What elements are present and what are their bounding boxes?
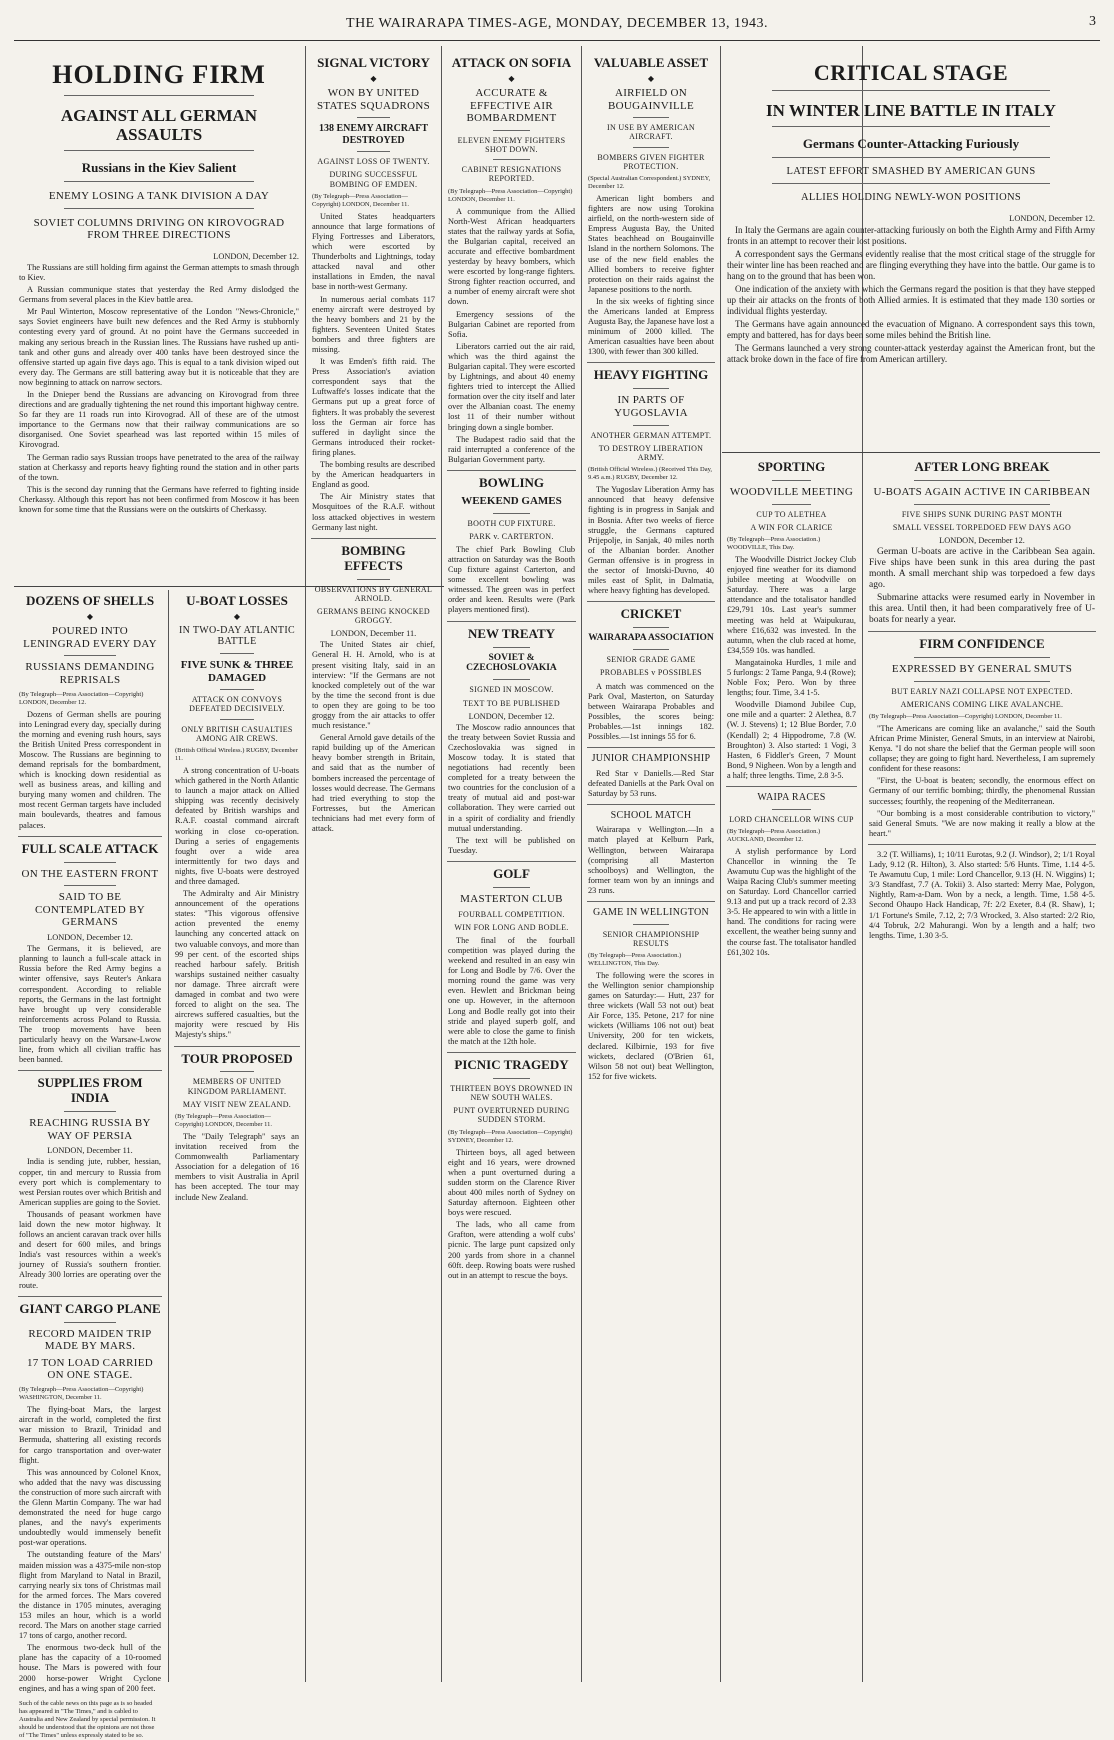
subhead: ACCURATE & EFFECTIVE AIR BOMBARDMENT	[466, 86, 557, 125]
subhead: SENIOR GRADE GAME	[606, 655, 696, 665]
divider	[772, 480, 811, 481]
subhead: RECORD MAIDEN TRIP MADE BY MARS.	[28, 1327, 152, 1353]
dateline: LONDON, December 11.	[47, 1146, 133, 1156]
article-valuable-asset	[583, 46, 719, 1686]
paragraph: United States headquarters announce that large formations of Flying Fortresses and Liberators, which were escorted by Thunderbolts and Lightnings, today attacked naval and other installations in Emden, the naval base in north-west Germany.	[312, 211, 435, 292]
subhead: RUSSIANS DEMANDING REPRISALS	[25, 661, 155, 686]
divider	[493, 679, 530, 680]
subhead: FIVE SHIPS SUNK DURING PAST MONTH	[901, 509, 1063, 519]
column-rule	[168, 590, 169, 1682]
divider	[772, 157, 1050, 158]
column-rule	[305, 46, 306, 1682]
article-body	[448, 545, 575, 616]
paragraph: Liberators carried out the air raid, which was the third against the Bulgarian capital. They were escorted by Lightnings, and about 40 enemy fighters tried to intercept the Allied formation over the city itself and later over the Albanian coast. The enemy lost 11 of their number without bringing down a single bomber.	[448, 341, 575, 432]
divider	[633, 924, 669, 925]
subhead: DURING SUCCESSFUL BOMBING OF EMDEN.	[329, 170, 418, 189]
article-signal-victory	[307, 46, 440, 1686]
paragraph: A correspondent says the Germans evidently realise that the most critical stage of the struggle for their winter line has been reached and are flinging everything they have into the battle. Our game is to hang on to the ground that has been won.	[727, 248, 1095, 281]
divider	[447, 861, 576, 862]
dateline: LONDON, December 12.	[468, 711, 555, 721]
subhead: ANOTHER GERMAN ATTEMPT.	[590, 430, 712, 440]
headline: HOLDING FIRM	[52, 60, 266, 89]
credit-line: (By Telegraph—Press Association—Copyright) SYDNEY, December 12.	[448, 1128, 573, 1144]
paragraph: In numerous aerial combats 117 enemy aircraft were destroyed by the heavy bombers and 21 by the fighters. Seventeen United States bombers and three fighters are missing.	[312, 294, 435, 354]
divider	[174, 1046, 300, 1047]
divider	[914, 681, 1050, 682]
subhead: Germans Counter-Attacking Furiously	[802, 135, 1020, 151]
paragraph: The "Daily Telegraph" says an invitation received from the Commonwealth Parliamentary Association for a delegation of 16 members to visit Australia in April has been accepted. The tour may include New Zealand.	[175, 1132, 299, 1202]
subhead: AGAINST ALL GERMAN ASSAULTS	[60, 105, 258, 145]
subhead: WOODVILLE MEETING	[729, 485, 854, 498]
paragraph: The enormous two-deck hull of the plane has the capacity of a 10-roomed house. The Mars is powered with four 2000 horse-power Wright Cyclone engines, and has a wing span of 200 feet.	[19, 1643, 161, 1693]
divider	[311, 538, 436, 539]
headline: SUPPLIES FROM INDIA	[37, 1075, 143, 1106]
subhead: 138 ENEMY AIRCRAFT DESTROYED	[318, 123, 429, 146]
divider	[220, 689, 254, 690]
divider	[726, 786, 857, 787]
headline: FULL SCALE ATTACK	[21, 840, 159, 856]
subhead: ONLY BRITISH CASUALTIES AMONG AIR CREWS.	[181, 724, 293, 743]
divider: ◆	[86, 611, 94, 621]
subhead: PROBABLES v POSSIBLES	[600, 668, 702, 678]
subhead: MEMBERS OF UNITED KINGDOM PARLIAMENT.	[187, 1077, 287, 1096]
divider	[493, 647, 530, 648]
article-body	[448, 207, 575, 465]
paragraph: The text will be published on Tuesday.	[448, 835, 575, 855]
article-body	[588, 485, 714, 596]
paragraph: Dozens of German shells are pouring into Leningrad every day, specially during the morning and evening rush hours, says the British United Press correspondent in Moscow. The Russians are beginning to demand reprisals for the bombardment, which is knocking down residential as well as business areas, and killing and burying many women and children. The most recent German targets have included main boulevards, theatres and famous palaces.	[19, 709, 161, 830]
headline: GAME IN WELLINGTON	[592, 907, 710, 919]
subhead: SMALL VESSEL TORPEDOED FEW DAYS AGO	[892, 522, 1072, 532]
subhead: BOOTH CUP FIXTURE.	[467, 518, 556, 528]
subhead: PARK v. CARTERTON.	[469, 531, 554, 541]
headline: NEW TREATY	[467, 625, 556, 641]
divider	[633, 147, 669, 148]
paragraph: Woodville Diamond Jubilee Cup, one mile and a quarter: 2 Alethea, 8.7 (W. J. Stevens) 1; 12 Blue Border, 7.0 (Kendall) 2; 4 Hippodrome, 7.8 (W. Broughton) 3. Also started: 1 Vogi, 3 Hasten, 6 Fiddler's Green, 7 Mount Bond, 9 Nigheen. Won by a length and a half; three lengths. Time, 2.8 3-5.	[727, 700, 856, 780]
paragraph: General Arnold gave details of the rapid building up of the American heavy bomber strength in Britain, and said that as the number of bombers increased the percentage of losses would decrease. The Germans had tried everything to stop the Fortresses, but the American technicians had met every form of attack.	[312, 733, 435, 833]
article-body	[869, 547, 1095, 626]
paragraph: The Admiralty and Air Ministry announcement of the operations states: "This vigorous offensive action prevented the enemy launching any concerted attack on two valuable convoys, and more than 99 per cent. of the escorted ships reached harbour safely. British warships sustained neither casualty nor damage. Three aircraft were damaged in combat and two were forced to alight on the sea. The aircrews suffered casualties, but the majority were rescued by His Majesty's ships."	[175, 889, 299, 1040]
subhead: ENEMY LOSING A TANK DIVISION A DAY	[48, 189, 270, 202]
paragraph: The lads, who all came from Grafton, were attending a wolf cubs' picnic. The large punt capsized only 200 yards from shore in a channel 60ft. deep. Rowing boats were rushed out in an attempt to rescue the boys.	[448, 1220, 575, 1280]
paragraph: The German radio says Russian troops have penetrated to the area of the railway station at Cherkassy and reports heavy fighting round the station and in other parts of the town.	[19, 452, 299, 482]
subhead: MASTERTON CLUB	[460, 892, 563, 905]
subhead: IN PARTS OF YUGOSLAVIA	[614, 394, 688, 420]
article-body	[588, 825, 714, 896]
subhead: SOVIET COLUMNS DRIVING ON KIROVOGRAD FROM THREE DIRECTIONS	[33, 216, 285, 242]
article-body	[19, 944, 161, 1065]
divider	[64, 181, 254, 182]
divider: ◆	[647, 73, 655, 83]
subhead: TO DESTROY LIBERATION ARMY.	[598, 443, 704, 463]
divider	[633, 649, 669, 650]
paragraph: The Budapest radio said that the raid interrupted a conference of the Bulgarian Government party.	[448, 434, 575, 464]
divider	[772, 183, 1050, 184]
headline: GIANT CARGO PLANE	[19, 1300, 161, 1316]
divider	[64, 208, 254, 209]
divider	[772, 90, 1050, 91]
headline: HEAVY FIGHTING	[593, 367, 709, 383]
divider	[587, 901, 715, 902]
article-body	[19, 263, 299, 515]
headline: U-BOAT LOSSES	[186, 593, 288, 608]
credit-line: (British Official Wireless.) RUGBY, December 11.	[175, 746, 298, 762]
subhead: THIRTEEN BOYS DROWNED IN NEW SOUTH WALES.	[450, 1083, 573, 1103]
subhead: BUT EARLY NAZI COLLAPSE NOT EXPECTED.	[891, 686, 1073, 696]
paragraph: Thirteen boys, all aged between eight and 16 years, were drowned when a punt overturned during a sudden storm on the Clarence River about 400 miles north of Sydney on Saturday afternoon. Eighteen other boys were rescued.	[448, 1147, 575, 1218]
divider	[64, 885, 116, 886]
masthead-rule	[14, 40, 1100, 41]
divider	[220, 719, 254, 720]
article-body	[588, 971, 714, 1082]
paragraph: The outstanding feature of the Mars' maiden mission was a 4375-mile non-stop flight from Maryland to Natal in Brazil, carrying nearly six tons of Christmas mail for the armed forces. The Mars covered the distance in 1705 minutes, averaging 153 miles an hour, which is a world record. The Mars on another stage carried 17 tons of cargo, another record.	[19, 1550, 161, 1641]
subhead: AIRFIELD ON BOUGAINVILLE	[607, 86, 695, 112]
divider	[447, 1052, 576, 1053]
divider	[447, 470, 576, 471]
subhead: FOURBALL COMPETITION.	[458, 909, 565, 919]
article-body	[727, 847, 856, 958]
headline: PICNIC TRAGEDY	[454, 1056, 569, 1072]
subhead: EXPRESSED BY GENERAL SMUTS	[891, 662, 1073, 675]
headline: ATTACK ON SOFIA	[451, 55, 572, 70]
headline: BOWLING	[478, 474, 544, 490]
subhead: AMERICANS COMING LIKE AVALANCHE.	[900, 699, 1064, 709]
subhead: LATEST EFFORT SMASHED BY AMERICAN GUNS	[786, 165, 1036, 177]
divider	[493, 513, 530, 514]
divider	[493, 159, 530, 160]
subhead: LORD CHANCELLOR WINS CUP	[729, 814, 854, 824]
paragraph: The following were the scores in the Wellington senior championship games on Saturday:— Hutt, 237 for three wickets (Wall 53 not out) beat Air Force, 135. Petone, 217 for nine wickets (Williams 106 not out) beat University, 200 for ten wickets, declared. Kilbirnie, 193 for five wickets, declared (O'Brien 61, Wilson 58 not out) beat Wellington, 152 for five wickets.	[588, 970, 714, 1081]
paragraph: Red Star v Daniells.—Red Star defeated Daniells at the Park Oval on Saturday by 53 runs.	[588, 768, 714, 798]
paragraph: In Italy the Germans are again counter-attacking furiously on both the Eighth Army and Fifth Army fronts in an attempt to recover their lost positions.	[727, 224, 1095, 246]
paragraph: The chief Park Bowling Club attraction on Saturday was the Booth Cup fixture against Carterton, and some excellent bowling was witnessed. The green was in perfect order and keen. Results were (Park players mentioned first).	[448, 544, 575, 615]
subhead: ATTACK ON CONVOYS DEFEATED DECISIVELY.	[189, 695, 285, 714]
divider	[64, 1322, 116, 1323]
credit-line: (By Telegraph—Press Association—Copyright) WASHINGTON, December 11.	[19, 1386, 144, 1402]
subhead: IN USE BY AMERICAN AIRCRAFT.	[607, 123, 695, 142]
paragraph: Submarine attacks were resumed early in November in this area. Until then, it had been comparatively free of U-boats for nearly a year.	[869, 592, 1095, 625]
subhead: MAY VISIT NEW ZEALAND.	[182, 1099, 292, 1109]
article-body	[19, 1405, 161, 1694]
headline: CRICKET	[620, 606, 682, 622]
subhead: ON THE EASTERN FRONT	[21, 867, 159, 880]
credit-line: (By Telegraph—Press Association—Copyright) LONDON, December 11.	[869, 712, 1062, 720]
divider	[914, 480, 1050, 481]
column-rule	[441, 46, 442, 1682]
dateline: LONDON, December 12.	[47, 933, 133, 943]
subhead: ALLIES HOLDING NEWLY-WON POSITIONS	[801, 191, 1021, 203]
headline: TOUR PROPOSED	[181, 1050, 293, 1066]
paragraph: The Woodville District Jockey Club enjoyed fine weather for its diamond jubilee meeting at Woodville on Saturday. There was a large attendance and the totalisator handled £29,791 10s. Last year's summer meeting was held at Waipukurau, where £16,632 was invested. In the autumn, when the club raced at home, £34,559 10s. was handled.	[727, 554, 856, 655]
headline: BOMBING EFFECTS	[341, 542, 406, 573]
headline: DOZENS OF SHELLS	[25, 593, 155, 608]
headline: GOLF	[493, 865, 530, 881]
divider	[587, 362, 715, 363]
divider	[493, 887, 530, 888]
subhead: SOVIET & CZECHOSLOVAKIA	[466, 652, 557, 674]
dateline: LONDON, December 12.	[213, 251, 299, 261]
divider	[633, 425, 669, 426]
subhead: CUP TO ALETHEA	[756, 509, 827, 519]
article-body	[448, 936, 575, 1047]
article-body	[588, 682, 714, 743]
article-column-1a	[14, 590, 166, 1739]
credit-line: (By Telegraph—Press Association.) WOODVILLE, This Day.	[727, 535, 821, 551]
divider	[447, 621, 576, 622]
divider	[772, 809, 811, 810]
divider	[64, 150, 254, 151]
credit-line: (By Telegraph—Press Association—Copyright) LONDON, December 11.	[312, 192, 410, 208]
paragraph: The Yugoslav Liberation Army has announced that heavy defensive fighting is in progress in Sanjak and in Bosnia. After two weeks of fierce struggle, the Germans captured Prijepolje, in Sanjak, 40 miles north of the Albanian border. Another German offensive is in progress in the sector of Imotski-Duvno, 40 miles east of Split, in Dalmatia, where heavy fighting has developed.	[588, 485, 714, 596]
paragraph: "First, the U-boat is beaten; secondly, the enormous effect on Germany of our terrific bombing; thirdly, the phenomenal Russian successes; fourthly, the reopening of the Mediterranean.	[869, 776, 1095, 806]
paragraph: A stylish performance by Lord Chancellor in winning the Te Awamutu Cup was the highlight of the Waipa Racing Club's summer meeting on Saturday. Lord Chancellor carried 9.13 and put up a track record of 2.33 3-5. He appeared to win with a little in hand. The conditions for racing were excellent, the weather being sunny and the course fast. The totalisator handled £61,302 10s.	[727, 846, 857, 957]
paragraph: The Air Ministry states that Mosquitoes of the R.A.F. without loss attacked objectives in western Germany last night.	[312, 492, 435, 532]
article-after-long-break	[864, 456, 1100, 1686]
divider	[18, 836, 162, 837]
divider: ◆	[508, 73, 515, 83]
credit-line: (By Telegraph—Press Association—Copyright) LONDON, December 12.	[19, 690, 144, 706]
subhead: SAID TO BE CONTEMPLATED BY GERMANS	[35, 891, 145, 929]
subhead: BOMBERS GIVEN FIGHTER PROTECTION.	[597, 152, 705, 171]
subhead: WAIRARAPA ASSOCIATION	[588, 633, 714, 644]
divider	[587, 601, 715, 602]
credit-line: (By Telegraph—Press Association—Copyright) LONDON, December 11.	[448, 187, 573, 203]
subhead: ELEVEN ENEMY FIGHTERS SHOT DOWN.	[457, 135, 566, 155]
subhead: WON BY UNITED STATES SQUADRONS	[316, 86, 431, 112]
subhead: IN TWO-DAY ATLANTIC BATTLE	[179, 624, 295, 648]
article-body	[727, 225, 1095, 365]
paragraph: A match was commenced on the Park Oval, Masterton, on Saturday between Wairarapa Probables and Possibles, the scores being: Probables.—1st innings 182. Possibles.—1st innings 55 for 6.	[588, 681, 714, 741]
divider	[493, 130, 530, 131]
paragraph: The Russians are still holding firm against the German attempts to smash through to Kiev.	[19, 262, 299, 282]
dateline: LONDON, December 12.	[939, 535, 1025, 545]
paragraph: Mr Paul Winterton, Moscow representative of the London "News-Chronicle," says Soviet engineers have built new defences and the Red Army is stubbornly contesting every yard of ground. At no point have the Germans succeeded in making any serious breach in the Russian lines. The Russians have rushed up anti-tank and other guns and already over 400 tanks have been destroyed since the offensive started up again five days ago. This is equal to a tank division wiped out every day. The Germans are still battering away but it is noticeable that they are now beginning to attack on narrow sectors.	[19, 307, 299, 387]
divider	[587, 747, 715, 748]
paragraph: A communique from the Allied North-West African headquarters states that the railway yards at Sofia, the Bulgarian capital, received an accurate and effective bombardment yesterday by heavy bombers, which were escorted by long-range fighters. Strong fighter reaction occurred, and a number of enemy aircraft were shot down.	[448, 206, 575, 307]
paragraph: The Germans have again announced the evacuation of Mignano. A correspondent says this town, empty and battered, has for days been some miles behind the British line.	[727, 318, 1095, 340]
divider	[18, 1296, 162, 1297]
subhead: U-BOATS AGAIN ACTIVE IN CARIBBEAN	[873, 485, 1091, 498]
headline: SCHOOL MATCH	[610, 809, 692, 821]
page-number: 3	[1089, 14, 1096, 29]
headline: SIGNAL VICTORY	[317, 55, 430, 70]
paragraph: German U-boats are active in the Caribbean Sea again. Five ships have been sunk in this area during the past month. A small merchant ship was torpedoed a few days ago.	[869, 546, 1095, 590]
article-critical-stage	[722, 46, 1100, 491]
subhead: FIVE SUNK & THREE DAMAGED	[180, 658, 294, 684]
headline: WAIPA RACES	[757, 792, 826, 804]
masthead-title: THE WAIRARAPA TIMES-AGE, MONDAY, DECEMBER 13, 1943.	[346, 16, 768, 31]
subhead: POURED INTO LENINGRAD EVERY DAY	[23, 624, 157, 650]
divider	[220, 653, 254, 654]
subhead: IN WINTER LINE BATTLE IN ITALY	[766, 101, 1056, 121]
divider	[914, 504, 1050, 505]
dateline: LONDON, December 11.	[330, 629, 417, 639]
paragraph: This is the second day running that the Germans have referred to fighting inside Cherkassy. Although this report has not been confirmed from Moscow it has been known for some time that the Russians were on the outskirts of Cherkassy.	[19, 484, 299, 514]
article-body	[312, 640, 435, 834]
paragraph: The flying-boat Mars, the largest aircraft in the world, completed the first war mission to Brazil, Trinidad and Bermuda, shattering all existing records for cargo transportation and over-water flight.	[19, 1405, 161, 1465]
divider	[64, 95, 254, 96]
paragraph: The Germans, it is believed, are planning to launch a full-scale attack in Russia before the Red Army begins a winter offensive, says Reuter's Ankara correspondent. According to reliable reports, the Germans in the last fortnight have brought up very considerable reinforcements across Poland to Russia. The troop movements have been particularly heavy on the Warsaw-Lwow line, from which all civilian traffic has been banned.	[19, 944, 161, 1065]
divider	[633, 388, 669, 389]
paragraph: India is sending jute, rubber, hessian, copper, tin and mercury to Russia from every port which is complementary to west Persian routes over which British and American supplies are going to the Soviet.	[19, 1157, 161, 1207]
paragraph: The final of the fourball competition was played during the weekend and resulted in an easy win for Long and Bodle by 7/6. Over the morning round the game was very even. Hewlett and Brickman being one up. However, in the afternoon Long and Bodle really got into their stride and played superb golf, and were able to close the game to finish the match at the 12th hole.	[448, 935, 575, 1046]
headline: JUNIOR CHAMPIONSHIP	[591, 753, 711, 765]
paragraph: A strong concentration of U-boats which gathered in the North Atlantic to launch a major attack on Allied shipping was recently decisively defeated by British warships and R.A.F. coastal command aircraft working in close co-operation. During a series of engagements fought over a wide area intermittently for two days and nights, five U-boats were destroyed and three damaged.	[175, 765, 299, 886]
subhead: WIN FOR LONG AND BODLE.	[454, 922, 569, 932]
divider	[633, 117, 669, 118]
divider	[587, 804, 715, 805]
credit-line: (By Telegraph—Press Association.) AUCKLAND, December 12.	[727, 827, 821, 843]
paragraph: One indication of the anxiety with which the Germans regard the position is that they have stepped up their air attacks on the fronts of both Allied armies. It is estimated that they made 130 sorties or individual flights yesterday.	[727, 283, 1095, 316]
article-body	[588, 194, 714, 358]
credit-line: (Special Australian Correspondent.) SYDNEY, December 12.	[588, 174, 711, 190]
copyright-note: Such of the cable news on this page as is so headed has appeared in "The Times," and is cabled to Australia and New Zealand by special permission. It should be understood that the opinions are not those of "The Times" unless expressly stated to be so.	[19, 1699, 156, 1739]
divider	[868, 631, 1096, 632]
paragraph: Emergency sessions of the Bulgarian Cabinet are reported from Sofia.	[448, 309, 575, 339]
subhead: A WIN FOR CLARICE	[750, 522, 833, 532]
paragraph: A Russian communique states that yesterday the Red Army dislodged the Germans from several places in the Kiev battle area.	[19, 285, 299, 305]
subhead: REACHING RUSSIA BY WAY OF PERSIA	[29, 1117, 151, 1142]
headline: SPORTING	[757, 459, 826, 474]
paragraph: The United States air chief, General H. H. Arnold, who is at present visiting Italy, said in an interview: "If the Germans are not knocked completely out of the war by the time the second front is due to open they are going to be too groggy from the air attacks to offer much resistance."	[312, 640, 435, 731]
paragraph: "Our bombing is a most considerable contribution to victory," said General Smuts. "We are now making it really a blow at the heart."	[869, 808, 1095, 838]
credit-line: (By Telegraph—Press Association—Copyright) LONDON, December 11.	[175, 1113, 273, 1128]
paragraph: The Moscow radio announces that the treaty between Soviet Russia and Czechoslovakia was signed in Moscow today. It is stated that negotiations had recently been completed for a treaty between the two countries for the conclusion of a treaty of mutual aid and post-war collaboration. They were carried out in a spirit of cordiality and friendly mutual understanding.	[448, 722, 575, 833]
article-body	[175, 1132, 299, 1203]
subhead: Russians in the Kiev Salient	[81, 159, 237, 175]
subhead: AGAINST LOSS OF TWENTY.	[317, 157, 430, 167]
paragraph: In the Dnieper bend the Russians are advancing on Kirovograd from three directions and are gradually tightening the net round this important highway centre. So far they are 11 roads run into Kirovograd. All of these are of the utmost importance to the Germans now that their railway communications are so disorganised. One Soviet spearhead was last reported within 15 miles of Kirovograd.	[19, 389, 299, 450]
paragraph: It was Emden's fifth raid. The Press Association's aviation correspondent says that the Luftwaffe's losses indicate that the Germans put up a great force of fighters. It was probably the severest loss the German air force has suffered in daylight since the Germans introduced their rocket-firing planes.	[312, 357, 435, 457]
divider: ◆	[233, 611, 241, 621]
divider	[357, 579, 390, 580]
article-body	[448, 723, 575, 856]
article-holding-firm	[14, 46, 304, 586]
subhead: WEEKEND GAMES	[461, 494, 562, 507]
paragraph: American light bombers and fighters are now using Torokina airfield, on the north-western side of Empress Augusta Bay, the United States beachhead on Bougainville Island in the northern Solomons. The use of the new field enables the Allied bombers to receive fighter protection on their raids against the Japanese positions to the north.	[588, 193, 714, 294]
headline: FIRM CONFIDENCE	[919, 635, 1045, 651]
divider	[64, 862, 116, 863]
subhead: GERMANS BEING KNOCKED GROGGY.	[317, 606, 430, 626]
race-results	[869, 850, 1095, 941]
article-body	[727, 555, 856, 781]
paragraph: Wairarapa v Wellington.—In a match played at Kelburn Park, Wellington, between Wairarapa (comprising all Masterton schoolboys) and Wellington, the former team won by an innings and 23 runs.	[588, 825, 714, 895]
section-rule	[722, 452, 1100, 453]
article-attack-on-sofia	[443, 46, 580, 1686]
headline: AFTER LONG BREAK	[914, 459, 1050, 474]
divider	[357, 117, 390, 118]
article-sporting	[722, 456, 861, 1686]
divider	[18, 1070, 162, 1071]
article-body	[19, 710, 161, 831]
column-rule	[720, 46, 721, 1682]
dateline: LONDON, December 12.	[1009, 213, 1095, 223]
divider	[493, 1078, 530, 1079]
divider	[914, 657, 1050, 658]
article-body	[869, 724, 1095, 839]
credit-line: (By Telegraph—Press Association.) WELLINGTON, This Day.	[588, 951, 682, 967]
divider	[220, 1071, 254, 1072]
subhead: TEXT TO BE PUBLISHED	[463, 698, 560, 708]
paragraph: In the six weeks of fighting since the Americans landed at Empress Augusta Bay, the Japanese have lost a minimum of 2000 killed. The American casualties have been about 1300, with fewer than 300 killed.	[588, 296, 714, 357]
subhead: SIGNED IN MOSCOW.	[469, 685, 554, 695]
paragraph: "The Americans are coming like an avalanche," said the South African Prime Minister, General Smuts, in an interview at Nairobi, Kenya. "I do not share the belief that the German people will soon collapse; they are going to fight hard. Nevertheless, I am supremely confident for these reasons:	[869, 723, 1095, 774]
paragraph: Mangatainoka Hurdles, 1 mile and 5 furlongs: 2 Tame Panga, 9.4 (Rowe); Noble Fox; Pero. Won by three lengths; four. Time, 3.4 1-5.	[727, 657, 856, 698]
paragraph: Thousands of peasant workmen have laid down the new motor highway. It follows an ancient caravan track over hills and desert for 600 miles, and brings India's vast resources within a week's journey of Russia's southern frontier. Already 300 lorries are operating over the route.	[19, 1209, 161, 1290]
subhead: OBSERVATIONS BY GENERAL ARNOLD.	[314, 584, 433, 603]
headline: CRITICAL STAGE	[813, 60, 1009, 85]
headline: VALUABLE ASSET	[593, 55, 709, 70]
paragraph: The bombing results are described by the American headquarters in England as good.	[312, 460, 435, 490]
divider: ◆	[370, 73, 377, 83]
article-body	[312, 212, 435, 533]
subhead: 17 TON LOAD CARRIED ON ONE STAGE.	[27, 1356, 153, 1382]
subhead: SENIOR CHAMPIONSHIP RESULTS	[602, 929, 700, 948]
paragraph: This was announced by Colonel Knox, who added that the navy was discussing the construction of more such aircraft with the Glenn Martin Company. The war had demonstrated the need for huge cargo planes, and the navy's experiments undoubtedly would immensely benefit post-war operations.	[19, 1467, 161, 1548]
paragraph: 3.2 (T. Williams), 1; 10/11 Eurotas, 9.2 (J. Windsor), 2; 1/1 Royal Lady, 9.12 (R. Hilton), 3. Also started: 5/6 Hunts. Time, 1.14 4-5. Te Awamutu Cup, 1 mile: Lord Chancellor, 9.13 (H. N. Wiggins) 1; 3/3 Standfast, 7.7 (A. Tokii) 3. Also started: Merry Mae, Polygon, Nightly, Ram-a-Dam. Won by a neck, a length. Time, 1.58 4-5. Second Ohaupo Hack Handicap, 7f: 2/2 Exeter, 8.4 (R. Shaw), 1; 1/1 Fortune's Smile, 7.12, 2; 7/3 Wrocked, 3. Also started: 2/2 Rio, 4/4 Tobruk, 2/2 Mahurangi. Won by a length and a half; two lengths. Time, 1.30 3-5.	[869, 849, 1095, 940]
article-body	[175, 766, 299, 1041]
divider	[64, 655, 116, 656]
paragraph: The Germans launched a very strong counter-attack yesterday against the American front, but the attack broke down in the face of fire from American artillery.	[727, 342, 1095, 364]
article-body	[448, 1148, 575, 1281]
subhead: CABINET RESIGNATIONS REPORTED.	[461, 165, 562, 184]
subhead: PUNT OVERTURNED DURING SUDDEN STORM.	[453, 1106, 570, 1125]
divider	[868, 844, 1096, 845]
divider	[772, 126, 1050, 127]
article-body	[19, 1157, 161, 1290]
divider	[357, 151, 390, 152]
article-uboat-losses	[170, 590, 304, 1685]
divider	[64, 1111, 116, 1112]
column-rule	[581, 46, 582, 1682]
divider	[772, 504, 811, 505]
credit-line: (British Official Wireless.) (Received This Day, 9.45 a.m.) RUGBY, December 12.	[588, 466, 713, 482]
article-body	[588, 769, 714, 799]
divider	[633, 627, 669, 628]
